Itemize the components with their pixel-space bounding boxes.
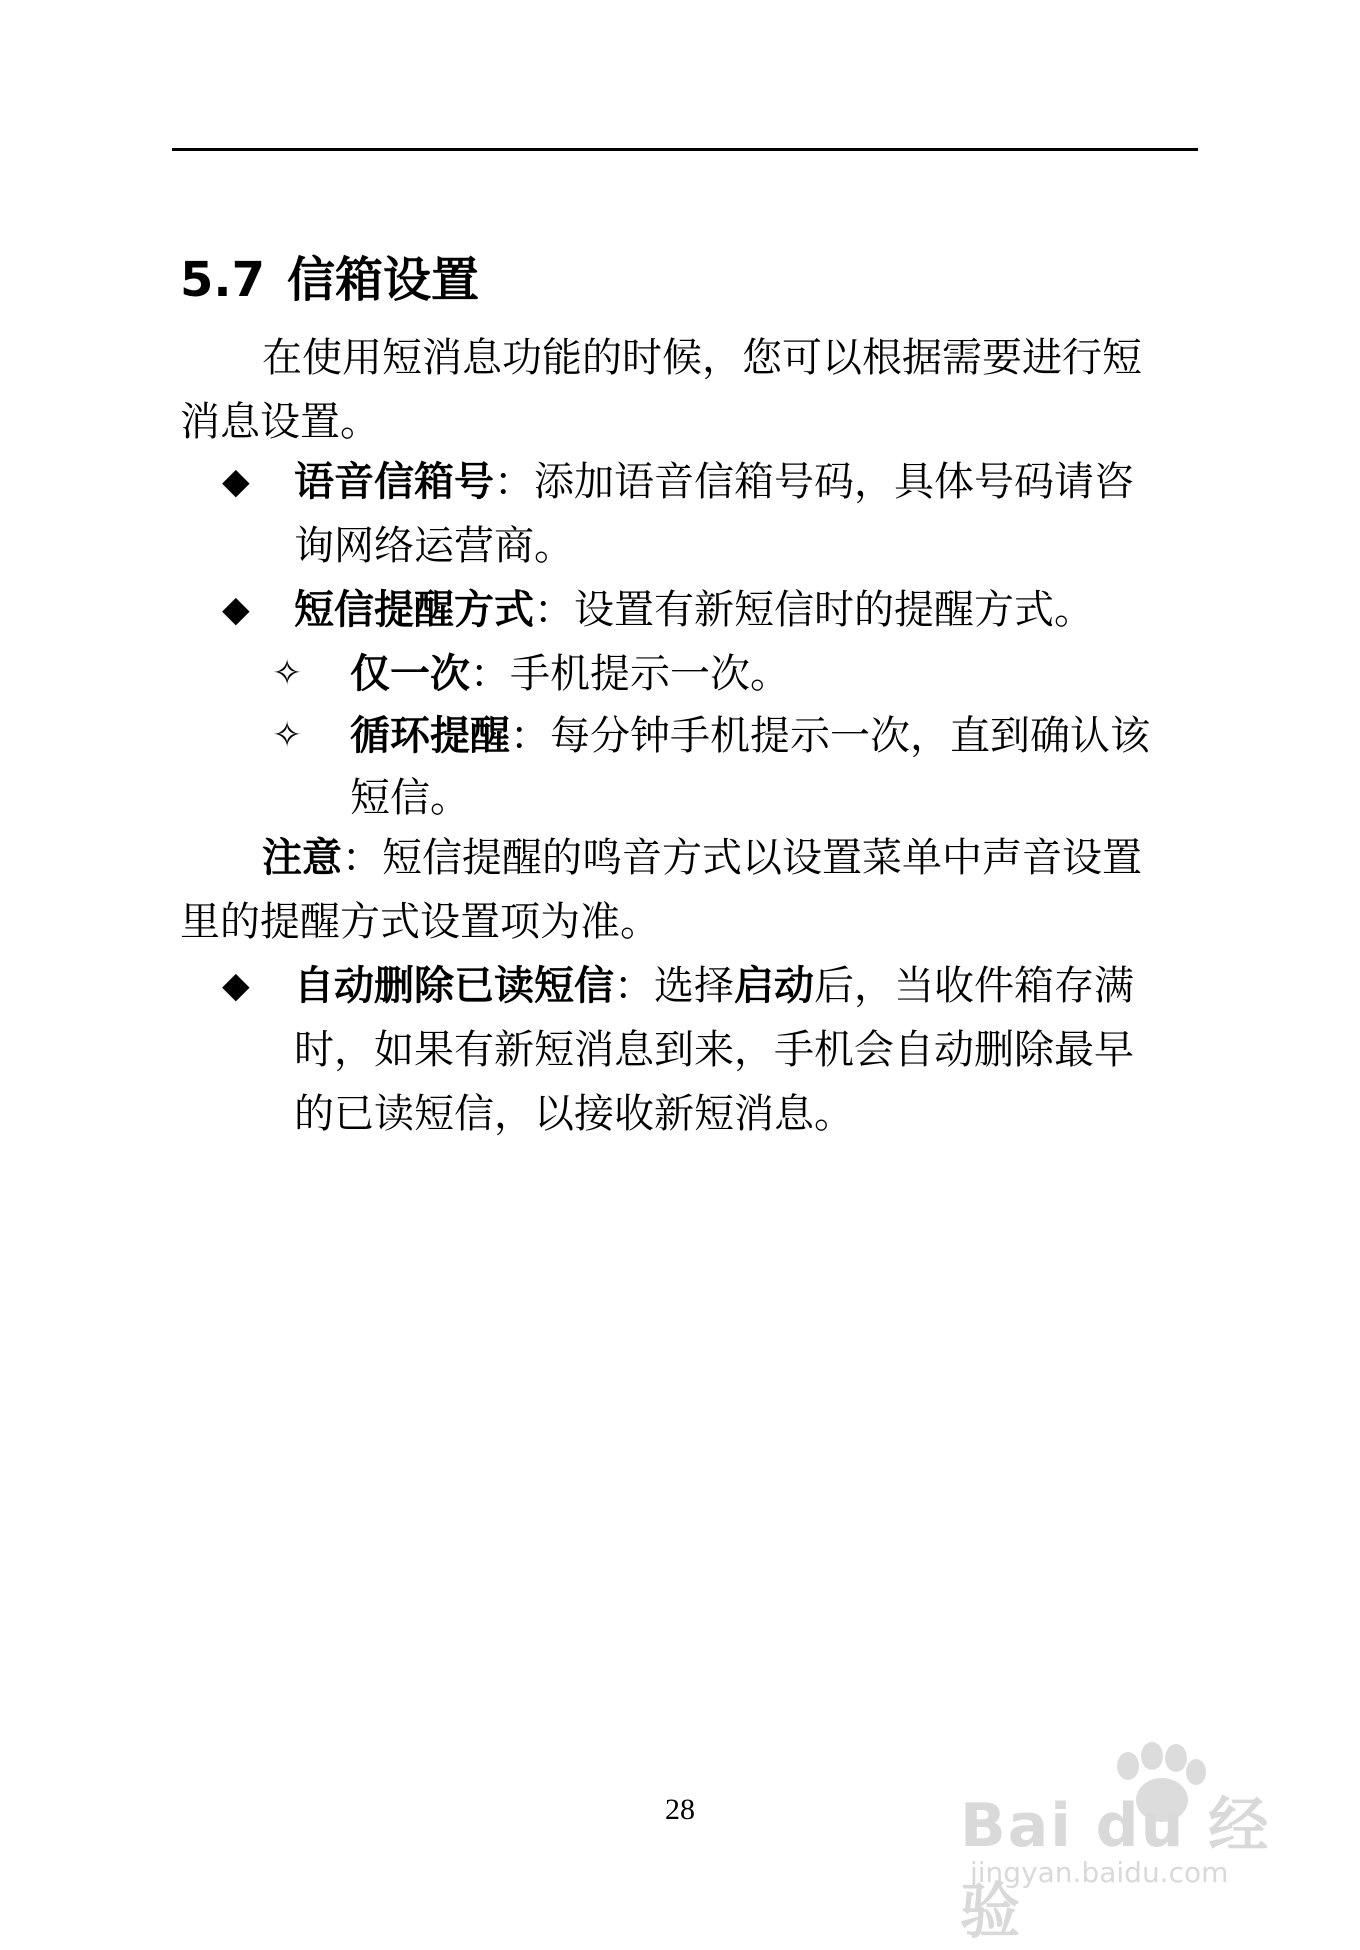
note-text-2: 里的提醒方式设置项为准。: [180, 899, 660, 945]
sparkle-bullet-icon: ✧: [272, 715, 303, 756]
bullet-voicemail-label: 语音信箱号: [294, 458, 494, 505]
note-label: 注意: [262, 834, 342, 881]
header-rule: [172, 148, 1198, 151]
intro-line-2: [180, 390, 380, 454]
bullet-alert-label: 短信提醒方式: [294, 586, 534, 633]
sparkle-bullet-icon: ✧: [272, 653, 303, 694]
bullet-autodelete-text-3: 的已读短信，以接收新短消息。: [294, 1091, 854, 1137]
bullet-autodelete-label: 自动删除已读短信: [294, 962, 614, 1009]
note-line-2: [180, 890, 660, 954]
colon: ：: [342, 835, 382, 881]
baidu-watermark: [960, 1716, 1290, 1947]
diamond-bullet-icon: ◆: [222, 589, 250, 630]
diamond-bullet-icon: ◆: [222, 461, 250, 502]
sub-once-line: [350, 642, 790, 706]
bullet-autodelete-line-3: [294, 1082, 854, 1146]
sub-loop-line-1: [350, 704, 1150, 768]
sub-loop-text: 每分钟手机提示一次，直到确认该: [550, 713, 1150, 759]
colon: ：: [614, 963, 654, 1009]
bullet-alert-text: 设置有新短信时的提醒方式。: [574, 587, 1094, 633]
colon: ：: [534, 587, 574, 633]
sub-once-text: 手机提示一次。: [510, 651, 790, 697]
note-text: 短信提醒的鸣音方式以设置菜单中声音设置: [382, 835, 1142, 881]
watermark-url: jingyan.baidu.com: [970, 1856, 1229, 1889]
bullet-autodelete-pre: 选择: [654, 963, 734, 1009]
intro-line-1: [262, 326, 1142, 390]
bullet-voicemail-line-2: [294, 514, 574, 578]
watermark-brand: Bai du 经验: [960, 1791, 1271, 1947]
colon: ：: [510, 713, 550, 759]
bullet-autodelete-line-2: [294, 1018, 1134, 1082]
bullet-voicemail-text-2: 询网络运营商。: [294, 523, 574, 569]
colon: ：: [494, 459, 534, 505]
sub-loop-line-2: [350, 766, 470, 830]
colon: ：: [470, 651, 510, 697]
bullet-autodelete-line-1: [294, 954, 1134, 1018]
section-heading: [180, 250, 479, 310]
diamond-bullet-icon: ◆: [222, 965, 250, 1006]
sub-loop-label: 循环提醒: [350, 712, 510, 759]
sub-once-label: 仅一次: [350, 650, 470, 697]
page-number: 28: [665, 1793, 695, 1826]
intro-text-2: 消息设置。: [180, 399, 380, 445]
bullet-autodelete-text-2: 时，如果有新短消息到来，手机会自动删除最早: [294, 1027, 1134, 1073]
bullet-voicemail-text: 添加语音信箱号码，具体号码请咨: [534, 459, 1134, 505]
sub-loop-text-2: 短信。: [350, 775, 470, 821]
section-number: 5.7: [180, 252, 266, 308]
bullet-autodelete-enable: 启动: [734, 962, 814, 1009]
note-line-1: [262, 826, 1142, 890]
bullet-voicemail-line-1: [294, 450, 1134, 514]
intro-text-1: 在使用短消息功能的时候，您可以根据需要进行短: [262, 335, 1142, 381]
bullet-alert-line: [294, 578, 1094, 642]
bullet-autodelete-post: 后，当收件箱存满: [814, 963, 1134, 1009]
section-title: 信箱设置: [287, 252, 480, 308]
